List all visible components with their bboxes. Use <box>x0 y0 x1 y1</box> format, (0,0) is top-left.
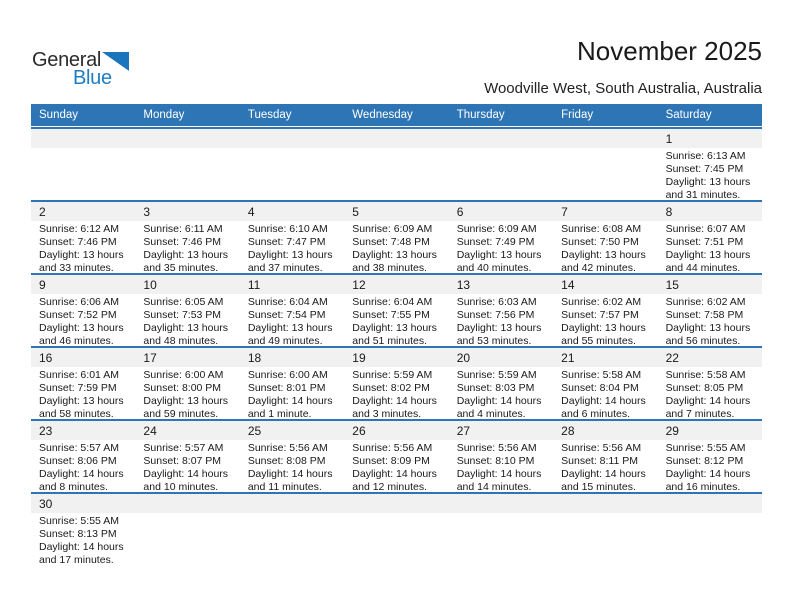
detail-line: Sunset: 8:10 PM <box>456 455 535 467</box>
calendar-day-cell <box>658 275 762 346</box>
detail-line: and 40 minutes. <box>456 262 532 273</box>
calendar-day-cell <box>449 421 553 492</box>
detail-line: Daylight: 14 hours <box>456 468 542 480</box>
detail-line: and 56 minutes. <box>665 335 741 346</box>
day-number: 7 <box>553 202 657 221</box>
day-number: 22 <box>658 348 762 367</box>
day-number: 9 <box>31 275 135 294</box>
weekday-header-saturday: Saturday <box>665 109 712 121</box>
detail-line: and 6 minutes. <box>561 408 631 419</box>
detail-line: and 17 minutes. <box>39 554 114 565</box>
detail-line: and 7 minutes. <box>665 408 735 419</box>
detail-line: Sunset: 8:07 PM <box>143 455 222 467</box>
empty-day-cell <box>240 129 344 200</box>
day-details <box>31 367 135 419</box>
day-number: 11 <box>240 275 344 294</box>
detail-line: Sunrise: 6:00 AM <box>143 369 224 381</box>
detail-line: Sunrise: 5:58 AM <box>561 369 642 381</box>
detail-line: and 11 minutes. <box>247 481 322 492</box>
calendar-day-cell <box>135 202 239 273</box>
day-details <box>553 367 657 419</box>
day-number: 8 <box>658 202 762 221</box>
detail-line: Daylight: 14 hours <box>143 468 229 480</box>
day-number <box>449 494 553 513</box>
page-header <box>0 0 792 104</box>
empty-day-cell <box>449 494 553 565</box>
day-number: 1 <box>658 129 762 148</box>
calendar-day-cell <box>135 421 239 492</box>
detail-line: Sunset: 8:13 PM <box>39 528 117 540</box>
detail-line: and 44 minutes. <box>665 262 741 273</box>
day-number: 2 <box>31 202 135 221</box>
day-details <box>344 440 448 492</box>
detail-line: Sunrise: 6:03 AM <box>456 296 537 308</box>
detail-line: Sunset: 7:45 PM <box>665 163 744 175</box>
day-number <box>240 129 344 148</box>
empty-day-cell <box>553 129 657 200</box>
detail-line: Sunrise: 6:00 AM <box>247 369 328 381</box>
title-block <box>484 36 762 97</box>
day-number <box>553 129 657 148</box>
detail-line: Sunset: 8:08 PM <box>247 455 326 467</box>
detail-line: Daylight: 13 hours <box>143 322 229 334</box>
calendar-table <box>31 104 762 565</box>
detail-line: Sunrise: 5:55 AM <box>39 515 119 527</box>
day-number: 10 <box>135 275 239 294</box>
detail-line: and 12 minutes. <box>352 481 427 492</box>
detail-line: Sunset: 8:01 PM <box>247 382 326 394</box>
calendar-day-cell <box>31 348 135 419</box>
detail-line: Daylight: 13 hours <box>247 322 333 334</box>
day-details <box>135 513 239 515</box>
detail-line: and 51 minutes. <box>352 335 427 346</box>
calendar-day-cell <box>344 348 448 419</box>
day-number: 21 <box>553 348 657 367</box>
day-number: 25 <box>240 421 344 440</box>
detail-line: Daylight: 14 hours <box>352 468 437 480</box>
detail-line: Sunset: 8:03 PM <box>456 382 535 394</box>
calendar-day-cell <box>344 202 448 273</box>
calendar-day-cell <box>240 421 344 492</box>
calendar-day-cell <box>240 348 344 419</box>
day-details <box>31 148 135 150</box>
calendar-day-cell <box>135 275 239 346</box>
day-number: 4 <box>240 202 344 221</box>
day-details <box>135 148 239 150</box>
day-details <box>344 367 448 419</box>
empty-day-cell <box>240 494 344 565</box>
detail-line: Sunrise: 6:04 AM <box>247 296 328 308</box>
detail-line: Sunset: 7:46 PM <box>39 236 117 248</box>
day-number <box>658 494 762 513</box>
day-number <box>31 129 135 148</box>
empty-day-cell <box>31 129 135 200</box>
empty-day-cell <box>344 129 448 200</box>
detail-line: Daylight: 13 hours <box>39 322 124 334</box>
logo-text-general: General <box>32 49 102 71</box>
day-details <box>344 221 448 273</box>
day-details <box>240 148 344 150</box>
detail-line: Sunset: 8:02 PM <box>352 382 430 394</box>
day-details <box>240 440 344 492</box>
detail-line: Sunrise: 6:06 AM <box>39 296 119 308</box>
detail-line: Sunrise: 6:01 AM <box>39 369 119 381</box>
day-number: 23 <box>31 421 135 440</box>
day-number: 24 <box>135 421 239 440</box>
weekday-header-row <box>31 104 762 126</box>
day-number: 17 <box>135 348 239 367</box>
detail-line: Sunrise: 5:57 AM <box>143 442 224 454</box>
calendar-day-cell <box>344 275 448 346</box>
detail-line: Sunset: 7:48 PM <box>352 236 430 248</box>
detail-line: Sunrise: 5:56 AM <box>456 442 537 454</box>
empty-day-cell <box>135 494 239 565</box>
day-details <box>449 440 553 492</box>
detail-line: Sunrise: 6:09 AM <box>352 223 433 235</box>
calendar-day-cell <box>31 202 135 273</box>
detail-line: Sunset: 8:09 PM <box>352 455 430 467</box>
day-details <box>658 221 762 273</box>
day-number: 29 <box>658 421 762 440</box>
detail-line: Daylight: 13 hours <box>143 395 229 407</box>
day-details <box>449 294 553 346</box>
day-number: 15 <box>658 275 762 294</box>
week-row <box>31 127 762 200</box>
detail-line: and 53 minutes. <box>456 335 532 346</box>
day-details <box>449 148 553 150</box>
calendar-day-cell <box>240 275 344 346</box>
detail-line: Sunrise: 5:56 AM <box>352 442 433 454</box>
detail-line: Sunrise: 6:02 AM <box>665 296 746 308</box>
day-number: 14 <box>553 275 657 294</box>
detail-line: and 46 minutes. <box>39 335 114 346</box>
detail-line: Sunrise: 6:13 AM <box>665 150 746 162</box>
day-details <box>31 513 135 565</box>
detail-line: Sunset: 7:59 PM <box>39 382 117 394</box>
calendar-day-cell <box>240 202 344 273</box>
detail-line: Daylight: 13 hours <box>665 176 751 188</box>
day-details <box>449 367 553 419</box>
day-number <box>240 494 344 513</box>
day-details <box>135 221 239 273</box>
empty-day-cell <box>658 494 762 565</box>
detail-line: and 59 minutes. <box>143 408 219 419</box>
location-subtitle: Woodville West, South Australia, Australia <box>484 80 762 97</box>
day-number: 18 <box>240 348 344 367</box>
week-row <box>31 200 762 273</box>
day-details <box>240 367 344 419</box>
detail-line: Sunrise: 6:11 AM <box>143 223 223 235</box>
detail-line: Daylight: 13 hours <box>456 322 542 334</box>
day-details <box>240 221 344 273</box>
detail-line: and 58 minutes. <box>39 408 114 419</box>
detail-line: and 35 minutes. <box>143 262 219 273</box>
detail-line: Sunrise: 6:05 AM <box>143 296 224 308</box>
detail-line: Daylight: 13 hours <box>39 249 124 261</box>
detail-line: Daylight: 13 hours <box>352 322 437 334</box>
calendar-day-cell <box>344 421 448 492</box>
week-row <box>31 492 762 565</box>
day-number: 16 <box>31 348 135 367</box>
detail-line: and 15 minutes. <box>561 481 636 492</box>
detail-line: Sunset: 7:49 PM <box>456 236 535 248</box>
weekday-header-thursday: Thursday <box>456 109 505 121</box>
detail-line: and 4 minutes. <box>456 408 526 419</box>
calendar-day-cell <box>135 348 239 419</box>
day-details <box>553 440 657 492</box>
detail-line: Daylight: 13 hours <box>665 249 751 261</box>
empty-day-cell <box>344 494 448 565</box>
detail-line: Sunset: 8:06 PM <box>39 455 117 467</box>
detail-line: Sunrise: 5:59 AM <box>456 369 537 381</box>
day-details <box>449 221 553 273</box>
empty-day-cell <box>553 494 657 565</box>
day-details <box>135 294 239 346</box>
calendar-day-cell <box>553 421 657 492</box>
day-number: 27 <box>449 421 553 440</box>
detail-line: and 42 minutes. <box>561 262 636 273</box>
calendar-day-cell <box>658 202 762 273</box>
detail-line: Sunrise: 6:08 AM <box>561 223 642 235</box>
weekday-header-sunday: Sunday <box>39 109 79 121</box>
detail-line: and 48 minutes. <box>143 335 219 346</box>
day-details <box>31 221 135 273</box>
day-number <box>449 129 553 148</box>
day-details <box>135 440 239 492</box>
day-details <box>658 294 762 346</box>
detail-line: Daylight: 13 hours <box>665 322 751 334</box>
detail-line: Daylight: 13 hours <box>247 249 333 261</box>
detail-line: Daylight: 13 hours <box>39 395 124 407</box>
day-number: 5 <box>344 202 448 221</box>
day-details <box>344 513 448 515</box>
detail-line: and 10 minutes. <box>143 481 219 492</box>
detail-line: Sunrise: 5:57 AM <box>39 442 119 454</box>
detail-line: Sunset: 7:47 PM <box>247 236 326 248</box>
detail-line: Sunset: 7:51 PM <box>665 236 744 248</box>
weekday-header-friday: Friday <box>561 109 594 121</box>
detail-line: and 8 minutes. <box>39 481 108 492</box>
detail-line: Sunrise: 6:10 AM <box>247 223 328 235</box>
calendar-day-cell <box>449 202 553 273</box>
day-number: 3 <box>135 202 239 221</box>
detail-line: Sunset: 7:52 PM <box>39 309 117 321</box>
day-number: 28 <box>553 421 657 440</box>
weekday-header-tuesday: Tuesday <box>247 109 292 121</box>
day-details <box>344 294 448 346</box>
detail-line: Sunset: 7:57 PM <box>561 309 639 321</box>
detail-line: Sunrise: 6:09 AM <box>456 223 537 235</box>
detail-line: Sunset: 8:04 PM <box>561 382 639 394</box>
day-number <box>344 494 448 513</box>
detail-line: and 31 minutes. <box>665 189 741 200</box>
detail-line: and 16 minutes. <box>665 481 741 492</box>
detail-line: Sunset: 7:54 PM <box>247 309 326 321</box>
detail-line: Sunrise: 5:56 AM <box>247 442 328 454</box>
detail-line: Sunrise: 6:12 AM <box>39 223 119 235</box>
detail-line: Daylight: 14 hours <box>39 541 124 553</box>
day-details <box>658 513 762 515</box>
detail-line: Daylight: 14 hours <box>665 468 751 480</box>
detail-line: Sunset: 7:50 PM <box>561 236 639 248</box>
detail-line: and 3 minutes. <box>352 408 422 419</box>
detail-line: Sunrise: 6:04 AM <box>352 296 433 308</box>
detail-line: Sunrise: 6:02 AM <box>561 296 642 308</box>
detail-line: and 55 minutes. <box>561 335 636 346</box>
detail-line: Daylight: 14 hours <box>247 395 333 407</box>
day-number: 30 <box>31 494 135 513</box>
day-details <box>240 513 344 515</box>
day-details <box>658 367 762 419</box>
detail-line: Sunset: 7:53 PM <box>143 309 222 321</box>
week-row <box>31 346 762 419</box>
detail-line: Sunset: 8:00 PM <box>143 382 222 394</box>
calendar-day-cell <box>553 202 657 273</box>
calendar-day-cell <box>449 348 553 419</box>
detail-line: Sunset: 7:58 PM <box>665 309 744 321</box>
detail-line: Sunset: 7:55 PM <box>352 309 430 321</box>
week-row <box>31 419 762 492</box>
calendar-day-cell <box>449 275 553 346</box>
week-row <box>31 273 762 346</box>
day-details <box>553 221 657 273</box>
detail-line: Sunset: 8:12 PM <box>665 455 744 467</box>
detail-line: and 38 minutes. <box>352 262 427 273</box>
detail-line: Daylight: 14 hours <box>456 395 542 407</box>
day-number <box>135 129 239 148</box>
detail-line: and 14 minutes. <box>456 481 532 492</box>
calendar-day-cell <box>31 275 135 346</box>
logo-text-blue: Blue <box>73 67 112 89</box>
detail-line: Sunset: 8:11 PM <box>561 455 638 467</box>
day-details <box>31 440 135 492</box>
month-title: November 2025 <box>577 36 762 66</box>
detail-line: and 49 minutes. <box>247 335 323 346</box>
day-details <box>553 294 657 346</box>
day-details <box>553 148 657 150</box>
detail-line: Sunset: 8:05 PM <box>665 382 744 394</box>
weekday-header-monday: Monday <box>143 109 185 121</box>
detail-line: Sunrise: 5:56 AM <box>561 442 642 454</box>
detail-line: and 33 minutes. <box>39 262 114 273</box>
day-details <box>449 513 553 515</box>
detail-line: Daylight: 13 hours <box>561 249 646 261</box>
detail-line: Daylight: 13 hours <box>456 249 542 261</box>
detail-line: Sunset: 7:56 PM <box>456 309 535 321</box>
day-details <box>135 367 239 419</box>
day-number <box>344 129 448 148</box>
calendar-day-cell <box>31 421 135 492</box>
day-number: 19 <box>344 348 448 367</box>
empty-day-cell <box>135 129 239 200</box>
day-number: 13 <box>449 275 553 294</box>
calendar-day-cell <box>31 494 135 565</box>
calendar-day-cell <box>553 275 657 346</box>
weekday-header-wednesday: Wednesday <box>352 109 413 121</box>
detail-line: Sunrise: 6:07 AM <box>665 223 746 235</box>
day-number: 20 <box>449 348 553 367</box>
detail-line: Sunrise: 5:58 AM <box>665 369 746 381</box>
day-number <box>553 494 657 513</box>
day-details <box>344 148 448 150</box>
detail-line: Sunrise: 5:55 AM <box>665 442 746 454</box>
calendar-day-cell <box>658 421 762 492</box>
day-number: 26 <box>344 421 448 440</box>
detail-line: Daylight: 14 hours <box>561 395 646 407</box>
detail-line: and 1 minute. <box>247 408 312 419</box>
detail-line: Daylight: 14 hours <box>247 468 333 480</box>
calendar-day-cell <box>658 129 762 200</box>
detail-line: Sunset: 7:46 PM <box>143 236 222 248</box>
day-details <box>658 148 762 200</box>
detail-line: Daylight: 13 hours <box>143 249 229 261</box>
detail-line: Daylight: 13 hours <box>352 249 437 261</box>
detail-line: and 37 minutes. <box>247 262 323 273</box>
empty-day-cell <box>449 129 553 200</box>
detail-line: Daylight: 14 hours <box>561 468 646 480</box>
detail-line: Daylight: 14 hours <box>39 468 124 480</box>
day-number: 12 <box>344 275 448 294</box>
detail-line: Sunrise: 5:59 AM <box>352 369 433 381</box>
weeks-container <box>31 127 762 565</box>
day-details <box>31 294 135 346</box>
detail-line: Daylight: 14 hours <box>352 395 437 407</box>
day-details <box>658 440 762 492</box>
general-blue-logo <box>32 50 129 88</box>
day-details <box>553 513 657 515</box>
day-details <box>240 294 344 346</box>
detail-line: Daylight: 13 hours <box>561 322 646 334</box>
calendar-day-cell <box>553 348 657 419</box>
day-number: 6 <box>449 202 553 221</box>
day-number <box>135 494 239 513</box>
detail-line: Daylight: 14 hours <box>665 395 751 407</box>
calendar-day-cell <box>658 348 762 419</box>
